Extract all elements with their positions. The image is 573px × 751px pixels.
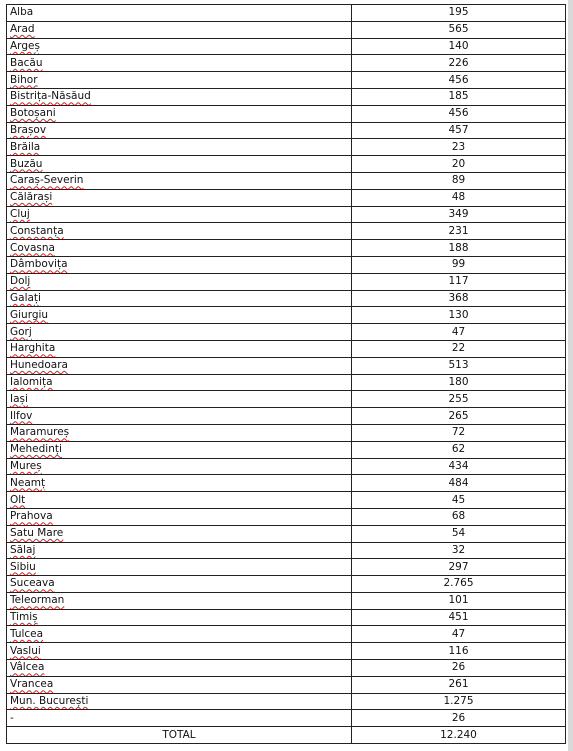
county-cell[interactable] — [7, 458, 352, 475]
county-name: Gorj — [10, 325, 32, 338]
count-cell[interactable]: 185 — [352, 88, 566, 105]
count-cell[interactable]: 457 — [352, 122, 566, 139]
county-cell[interactable] — [7, 660, 352, 677]
county-cell[interactable] — [7, 273, 352, 290]
count-cell[interactable]: 180 — [352, 374, 566, 391]
table-row — [7, 122, 566, 139]
county-name: Ialomița — [10, 375, 53, 388]
county-name: Arad — [10, 23, 35, 36]
count-cell[interactable]: 116 — [352, 643, 566, 660]
count-cell[interactable]: 62 — [352, 441, 566, 458]
county-cell[interactable] — [7, 324, 352, 341]
county-name: Vâlcea — [10, 661, 45, 674]
county-name: Iași — [10, 392, 28, 405]
count-cell[interactable]: 451 — [352, 609, 566, 626]
table-row — [7, 391, 566, 408]
county-cell[interactable] — [7, 139, 352, 156]
count-cell[interactable]: 26 — [352, 660, 566, 677]
table-row — [7, 508, 566, 525]
county-name: Bihor — [10, 73, 38, 86]
county-name: Brașov — [10, 123, 47, 136]
county-name: - — [10, 711, 14, 724]
count-cell[interactable]: 2.765 — [352, 576, 566, 593]
count-cell[interactable]: 349 — [352, 206, 566, 223]
table-row — [7, 139, 566, 156]
table-row — [7, 374, 566, 391]
window-edge — [568, 0, 573, 751]
count-cell[interactable]: 20 — [352, 156, 566, 173]
table-row — [7, 559, 566, 576]
county-cell[interactable] — [7, 710, 352, 727]
county-cell[interactable] — [7, 189, 352, 206]
county-name: Mehedinți — [10, 443, 62, 456]
table-row — [7, 21, 566, 38]
table-row — [7, 256, 566, 273]
table-row — [7, 340, 566, 357]
county-cell[interactable] — [7, 72, 352, 89]
county-cell[interactable] — [7, 340, 352, 357]
table-row — [7, 660, 566, 677]
count-cell[interactable]: 45 — [352, 492, 566, 509]
count-cell[interactable]: 26 — [352, 710, 566, 727]
table-row — [7, 38, 566, 55]
count-cell[interactable]: 513 — [352, 357, 566, 374]
county-name: Sălaj — [10, 543, 36, 556]
count-cell[interactable]: 368 — [352, 290, 566, 307]
county-name: Călărași — [10, 191, 53, 204]
county-cell[interactable] — [7, 592, 352, 609]
county-name: Vaslui — [10, 644, 41, 657]
count-cell[interactable]: 54 — [352, 525, 566, 542]
table-row — [7, 441, 566, 458]
county-cell[interactable] — [7, 559, 352, 576]
county-name: Cluj — [10, 207, 30, 220]
count-cell[interactable]: 297 — [352, 559, 566, 576]
county-table — [6, 4, 566, 744]
count-cell[interactable]: 99 — [352, 256, 566, 273]
table-row — [7, 72, 566, 89]
county-name: Ilfov — [10, 409, 33, 422]
county-cell[interactable] — [7, 290, 352, 307]
county-cell[interactable] — [7, 525, 352, 542]
county-name: Galați — [10, 291, 41, 304]
county-cell[interactable] — [7, 374, 352, 391]
county-name: Caraș-Severin — [10, 174, 84, 187]
table-row — [7, 273, 566, 290]
table-row — [7, 643, 566, 660]
county-cell[interactable] — [7, 508, 352, 525]
count-cell[interactable]: 434 — [352, 458, 566, 475]
county-name: Dâmbovița — [10, 258, 68, 271]
county-cell[interactable] — [7, 424, 352, 441]
table-row — [7, 357, 566, 374]
count-cell[interactable]: 32 — [352, 542, 566, 559]
county-cell[interactable] — [7, 38, 352, 55]
county-name: Maramureș — [10, 426, 70, 439]
county-name: Harghita — [10, 342, 56, 355]
county-name: Suceava — [10, 577, 55, 590]
county-name: Argeș — [10, 39, 40, 52]
count-cell[interactable]: 484 — [352, 475, 566, 492]
county-name: Timiș — [10, 611, 38, 624]
table-row — [7, 576, 566, 593]
count-cell[interactable]: 195 — [352, 5, 566, 22]
count-cell[interactable]: 456 — [352, 72, 566, 89]
count-cell[interactable]: 23 — [352, 139, 566, 156]
county-name: Bistrița-Năsăud — [10, 90, 91, 103]
count-cell[interactable]: 47 — [352, 626, 566, 643]
table-row — [7, 693, 566, 710]
county-cell[interactable] — [7, 88, 352, 105]
count-cell[interactable]: 226 — [352, 55, 566, 72]
table-row — [7, 156, 566, 173]
table-row — [7, 475, 566, 492]
county-cell[interactable] — [7, 576, 352, 593]
table-row — [7, 5, 566, 22]
county-name: Sibiu — [10, 560, 36, 573]
table-row — [7, 609, 566, 626]
count-cell[interactable]: 565 — [352, 21, 566, 38]
count-cell[interactable]: 261 — [352, 676, 566, 693]
table-row — [7, 458, 566, 475]
county-name: Teleorman — [10, 594, 65, 607]
table-row — [7, 290, 566, 307]
table-row — [7, 172, 566, 189]
table-body — [7, 5, 566, 744]
table-row — [7, 626, 566, 643]
table-row — [7, 55, 566, 72]
county-cell[interactable] — [7, 391, 352, 408]
total-row — [7, 727, 566, 744]
county-name: Tulcea — [10, 627, 44, 640]
county-name: Neamț — [10, 476, 46, 489]
table-row — [7, 206, 566, 223]
county-name: Alba — [10, 6, 34, 19]
table-row — [7, 223, 566, 240]
county-name: Hunedoara — [10, 359, 68, 372]
count-cell[interactable]: 68 — [352, 508, 566, 525]
county-cell[interactable] — [7, 105, 352, 122]
county-cell[interactable] — [7, 643, 352, 660]
county-cell[interactable] — [7, 21, 352, 38]
county-name: Olt — [10, 493, 26, 506]
county-cell[interactable] — [7, 156, 352, 173]
county-cell[interactable] — [7, 626, 352, 643]
county-name: Constanța — [10, 224, 64, 237]
table-row — [7, 676, 566, 693]
count-cell[interactable]: 265 — [352, 408, 566, 425]
table-row — [7, 592, 566, 609]
count-cell[interactable]: 140 — [352, 38, 566, 55]
table-row — [7, 408, 566, 425]
table-row — [7, 424, 566, 441]
count-cell[interactable]: 117 — [352, 273, 566, 290]
count-cell[interactable]: 22 — [352, 340, 566, 357]
county-cell[interactable] — [7, 172, 352, 189]
county-cell[interactable] — [7, 206, 352, 223]
table-row — [7, 189, 566, 206]
count-cell[interactable]: 231 — [352, 223, 566, 240]
county-cell[interactable] — [7, 542, 352, 559]
table-row — [7, 492, 566, 509]
county-cell[interactable] — [7, 441, 352, 458]
table-row — [7, 307, 566, 324]
county-name: Buzău — [10, 157, 43, 170]
county-cell[interactable] — [7, 122, 352, 139]
total-label[interactable]: TOTAL — [7, 727, 352, 744]
county-name: Mun. București — [10, 695, 89, 708]
count-cell[interactable]: 72 — [352, 424, 566, 441]
county-cell[interactable] — [7, 609, 352, 626]
county-cell[interactable] — [7, 307, 352, 324]
count-cell[interactable]: 47 — [352, 324, 566, 341]
county-cell[interactable] — [7, 5, 352, 22]
county-cell[interactable] — [7, 223, 352, 240]
county-name: Prahova — [10, 510, 53, 523]
count-cell[interactable]: 456 — [352, 105, 566, 122]
county-cell[interactable] — [7, 55, 352, 72]
county-name: Vrancea — [10, 678, 54, 691]
county-name: Botoșani — [10, 107, 56, 120]
county-name: Dolj — [10, 275, 31, 288]
count-cell[interactable]: 1.275 — [352, 693, 566, 710]
count-cell[interactable]: 101 — [352, 592, 566, 609]
count-cell[interactable]: 255 — [352, 391, 566, 408]
county-name: Brăila — [10, 140, 41, 153]
county-cell[interactable] — [7, 357, 352, 374]
count-cell[interactable]: 48 — [352, 189, 566, 206]
county-cell[interactable] — [7, 240, 352, 257]
count-cell[interactable]: 89 — [352, 172, 566, 189]
county-cell[interactable] — [7, 256, 352, 273]
county-name: Mureș — [10, 459, 42, 472]
county-cell[interactable] — [7, 693, 352, 710]
count-cell[interactable]: 130 — [352, 307, 566, 324]
county-cell[interactable] — [7, 492, 352, 509]
county-cell[interactable] — [7, 408, 352, 425]
table-row — [7, 240, 566, 257]
table-row — [7, 105, 566, 122]
table-row — [7, 324, 566, 341]
county-name: Covasna — [10, 241, 55, 254]
county-cell[interactable] — [7, 676, 352, 693]
county-name: Bacău — [10, 56, 43, 69]
table-row — [7, 88, 566, 105]
table-row — [7, 542, 566, 559]
county-cell[interactable] — [7, 475, 352, 492]
table-row — [7, 525, 566, 542]
county-name: Giurgiu — [10, 308, 49, 321]
county-name: Satu Mare — [10, 527, 64, 540]
total-value[interactable]: 12.240 — [352, 727, 566, 744]
count-cell[interactable]: 188 — [352, 240, 566, 257]
table-row — [7, 710, 566, 727]
